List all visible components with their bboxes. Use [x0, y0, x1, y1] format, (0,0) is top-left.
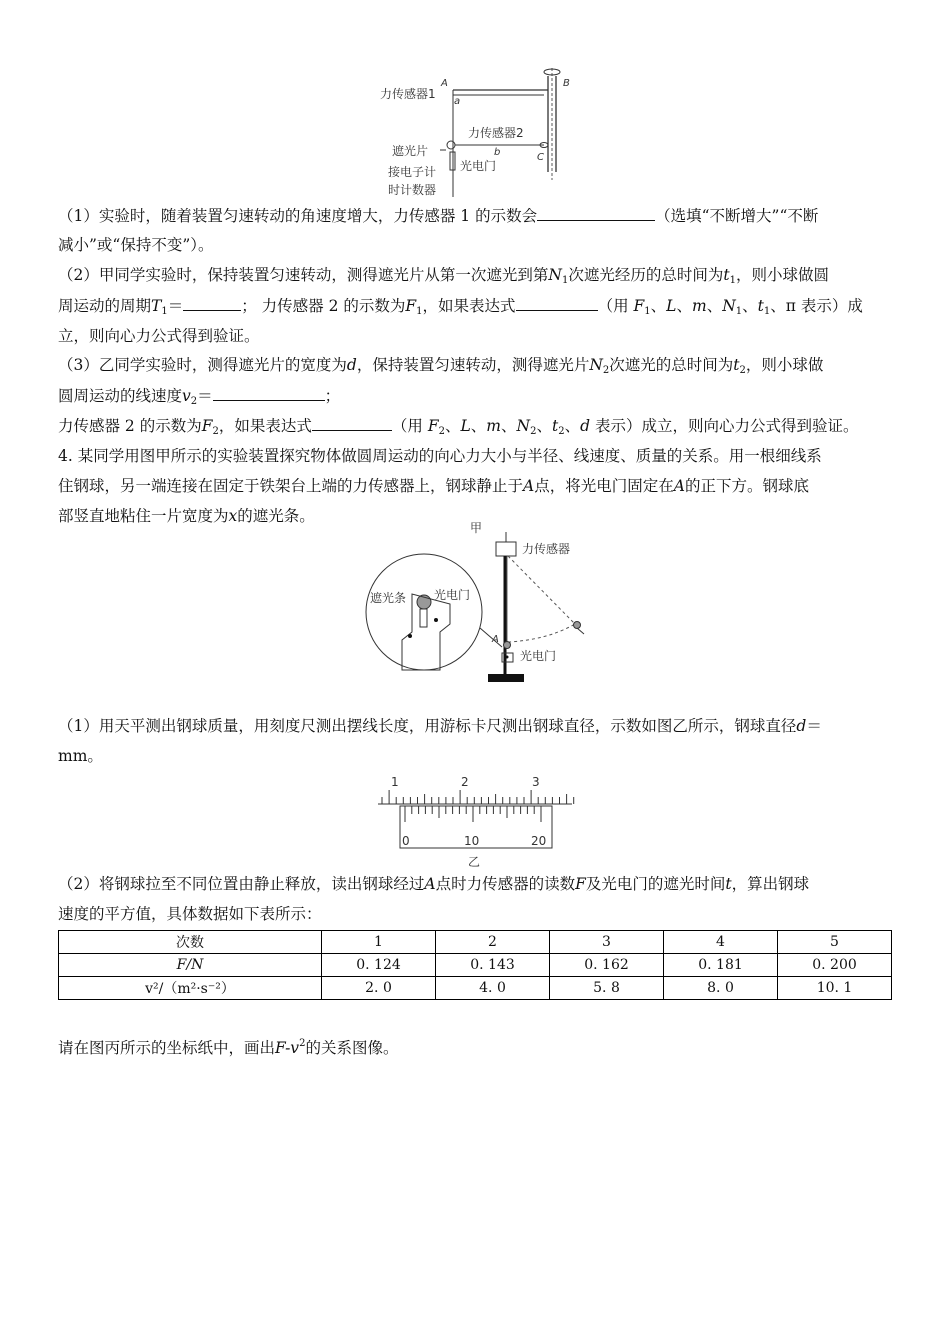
vernier-main-3: 3 — [532, 775, 540, 789]
table-cell: 0. 162 — [550, 954, 664, 977]
figA-gate: 光电门 — [434, 588, 471, 602]
q3-part1: （1）实验时，随着装置匀速转动的角速度增大，力传感器 1 的示数会 （选填“不断增大”“不断 — [58, 207, 819, 225]
fig1-shade: 遮光片 — [392, 144, 429, 158]
q3-part3: （3）乙同学实验时，测得遮光片的宽度为d，保持装置匀速转动，测得遮光片$N_2$次遮光的总时间为$t_2$，则小球做 — [58, 356, 824, 376]
q4-part1-unit: mm。 — [58, 747, 103, 765]
vernier-main-1: 1 — [391, 775, 399, 789]
q4-final-instruction: 请在图丙所示的坐标纸中，画出$F-v^2$的关系图像。 — [58, 1038, 399, 1057]
q3-part2-line3: 立，则向心力公式得到验证。 — [58, 327, 260, 345]
table-cell: 2. 0 — [322, 977, 436, 1000]
table-cell: 10. 1 — [778, 977, 892, 1000]
fig1-label-a: a — [454, 96, 461, 107]
table-cell: 0. 181 — [664, 954, 778, 977]
table-cell: v²/（m²·s⁻²） — [59, 977, 322, 1000]
fig1-label-C: C — [537, 152, 544, 163]
fig1-label-A: A — [441, 78, 448, 89]
fig1-label-B: B — [563, 78, 570, 89]
fig1-counter2: 时计数器 — [388, 183, 437, 197]
q4-part1: （1）用天平测出钢球质量，用刻度尺测出摆线长度，用游标卡尺测出钢球直径，示数如图乙所示，钢球直径d＝ — [58, 717, 822, 735]
table-cell: 0. 143 — [436, 954, 550, 977]
fig1-label-b: b — [494, 147, 501, 158]
table-cell: 1 — [322, 931, 436, 954]
figA-caption: 甲 — [470, 521, 483, 535]
vernier-caption: 乙 — [468, 855, 481, 869]
q3-part3-line3: 力传感器 2 的示数为$F_2$，如果表达式 （用 $F_2$、L、m、$N_2$、$t_2$、d 表示）成立，则向心力公式得到验证。 — [58, 417, 859, 437]
table-cell: 0. 124 — [322, 954, 436, 977]
vernier-figure — [376, 774, 576, 870]
vernier-v-10: 10 — [464, 834, 480, 848]
table-cell: 4 — [664, 931, 778, 954]
pendulum-figure — [362, 521, 602, 712]
table-header-row — [59, 931, 892, 954]
fig1-sensor2: 力传感器2 — [468, 126, 524, 140]
table-row-force — [59, 954, 892, 977]
table-cell: 5. 8 — [550, 977, 664, 1000]
q4-part2-line2: 速度的平方值，具体数据如下表所示： — [58, 905, 322, 923]
q4-intro-2: 住钢球，另一端连接在固定于铁架台上端的力传感器上，钢球静止于A点，将光电门固定在A的正下方。钢球底 — [58, 477, 809, 495]
q3-part2-line2: 周运动的周期$T_1=$ ； 力传感器 2 的示数为$F_1$，如果表达式 （用 $F_1$、L、m、$N_1$、$t_1$、π 表示）成 — [58, 297, 863, 317]
q4-intro: 4. 某同学用图甲所示的实验装置探究物体做圆周运动的向心力大小与半径、线速度、质量的关系。用一根细线系 — [58, 447, 822, 465]
vernier-v-20: 20 — [531, 834, 547, 848]
fig1-gate: 光电门 — [460, 159, 497, 173]
figA-label-A: A — [492, 634, 499, 645]
table-cell: 5 — [778, 931, 892, 954]
table-cell: 4. 0 — [436, 977, 550, 1000]
vernier-v-0: 0 — [402, 834, 410, 848]
fig1-sensor1: 力传感器1 — [380, 87, 436, 101]
table-cell: 次数 — [59, 931, 322, 954]
q3-part1-cont: 减小”或“保持不变”）。 — [58, 236, 214, 254]
rotation-apparatus-figure — [378, 62, 588, 202]
table-cell: F/N — [59, 954, 322, 977]
figA-sensor: 力传感器 — [522, 542, 571, 556]
table-row-v2 — [59, 977, 892, 1000]
fig1-counter1: 接电子计 — [388, 165, 437, 179]
q3-part3-line2: 圆周运动的线速度$v_2=$ ； — [58, 387, 341, 407]
table-cell: 0. 200 — [778, 954, 892, 977]
table-cell: 8. 0 — [664, 977, 778, 1000]
q3-part2: （2）甲同学实验时，保持装置匀速转动，测得遮光片从第一次遮光到第$N_1$次遮光经历的总时间为$t_1$，则小球做圆 — [58, 266, 829, 286]
table-cell: 3 — [550, 931, 664, 954]
vernier-main-2: 2 — [461, 775, 469, 789]
data-table — [58, 930, 892, 1000]
figA-strip: 遮光条 — [370, 591, 407, 605]
figA-gate2: 光电门 — [520, 649, 557, 663]
q4-part2: （2）将钢球拉至不同位置由静止释放，读出钢球经过A点时力传感器的读数F及光电门的遮光时间t，算出钢球 — [58, 875, 810, 893]
q4-intro-3: 部竖直地粘住一片宽度为x的遮光条。 — [58, 507, 315, 525]
table-cell: 2 — [436, 931, 550, 954]
